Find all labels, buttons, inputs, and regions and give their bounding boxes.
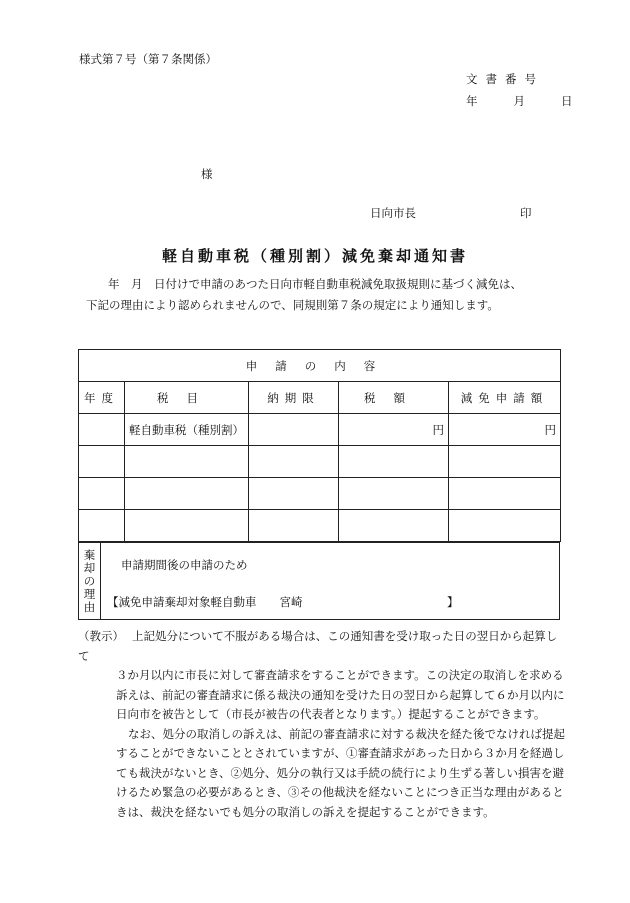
table-cell[interactable] — [79, 510, 125, 542]
reason-table — [78, 542, 560, 620]
reason-vehicle-line — [107, 594, 459, 610]
table-cell[interactable] — [79, 414, 125, 446]
table-row — [79, 414, 561, 446]
column-header: 年度 — [79, 382, 125, 414]
table-section-title: 申請の内容 — [79, 350, 561, 382]
table-header-row — [79, 382, 561, 414]
date-year: 年 — [466, 94, 478, 108]
notice-label: （教示） — [78, 629, 124, 643]
reason-text: 申請期間後の申請のため — [121, 558, 248, 572]
table-cell[interactable] — [125, 478, 249, 510]
notice-para1-rest: ３か月以内に市長に対して審査請求をすることができます。この決定の取消しを求める訴えは、前記の審査請求に係る裁決の通知を受けた日の翌日から起算して６か月以内に日向市を被告として（市長が被告の代表者となります。）提起することができます。 — [116, 668, 565, 721]
table-cell[interactable] — [449, 478, 561, 510]
reason-content — [101, 543, 560, 620]
table-cell[interactable] — [125, 446, 249, 478]
column-header: 減免申請額 — [449, 382, 561, 414]
column-header: 税目 — [125, 382, 249, 414]
table-cell[interactable] — [449, 510, 561, 542]
form-number: 様式第７号（第７条関係） — [79, 52, 217, 66]
reason-vehicle-label: 【減免申請棄却対象軽自動車 宮崎 — [107, 595, 303, 609]
document-title: 軽自動車税（種別割）減免棄却通知書 — [161, 247, 468, 265]
body-line-1: 年 月 日付けで申請のあつた日向市軽自動車税減免取扱規則に基づく減免は、 — [108, 277, 522, 291]
table-row — [79, 446, 561, 478]
table-cell[interactable] — [249, 414, 339, 446]
addressee-suffix: 様 — [201, 167, 213, 181]
table-cell[interactable] — [249, 510, 339, 542]
notice-first-line — [78, 627, 568, 666]
table-cell[interactable] — [449, 446, 561, 478]
column-header: 納期限 — [249, 382, 339, 414]
notice-para1-first: 上記処分について不服がある場合は、この通知書を受け取った日の翌日から起算して — [78, 629, 558, 663]
table-cell[interactable] — [125, 510, 249, 542]
notice-para2: なお、処分の取消しの訴えは、前記の審査請求に対する裁決を経た後でなければ提起することができないこととされていますが、①審査請求があった日から３か月を経過しても裁決がないとき、②処分、処分の執行又は手続の続行により生ずる著しい損害を避けるため緊急の必要があるとき、③その他裁決を経ないことにつき正当な理由があるときは、裁決を経ないでも処分の取消しの訴えを提起することができます。 — [116, 726, 565, 819]
date-day: 日 — [561, 94, 573, 108]
table-cell[interactable]: 円 — [339, 414, 449, 446]
table-cell[interactable] — [339, 446, 449, 478]
table-cell[interactable] — [339, 478, 449, 510]
table-cell[interactable] — [339, 510, 449, 542]
date-line — [466, 93, 573, 109]
column-header: 税額 — [339, 382, 449, 414]
seal-mark: 印 — [520, 206, 532, 220]
application-table — [78, 349, 561, 542]
reason-label: 棄 却 の 理 由 — [79, 543, 101, 620]
sender-name: 日向市長 — [370, 206, 416, 220]
table-row — [79, 478, 561, 510]
date-month: 月 — [513, 94, 525, 108]
table-cell[interactable]: 軽自動車税（種別割） — [125, 414, 249, 446]
reason-bracket-close: 】 — [447, 595, 459, 609]
document-number-label: 文書番号 — [466, 72, 544, 86]
table-cell[interactable]: 円 — [449, 414, 561, 446]
table-cell[interactable] — [249, 446, 339, 478]
table-row — [79, 510, 561, 542]
legal-notice — [78, 627, 568, 822]
table-cell[interactable] — [79, 478, 125, 510]
body-line-2: 下記の理由により認められませんので、同規則第７条の規定により通知します。 — [86, 298, 499, 312]
table-cell[interactable] — [249, 478, 339, 510]
table-cell[interactable] — [79, 446, 125, 478]
